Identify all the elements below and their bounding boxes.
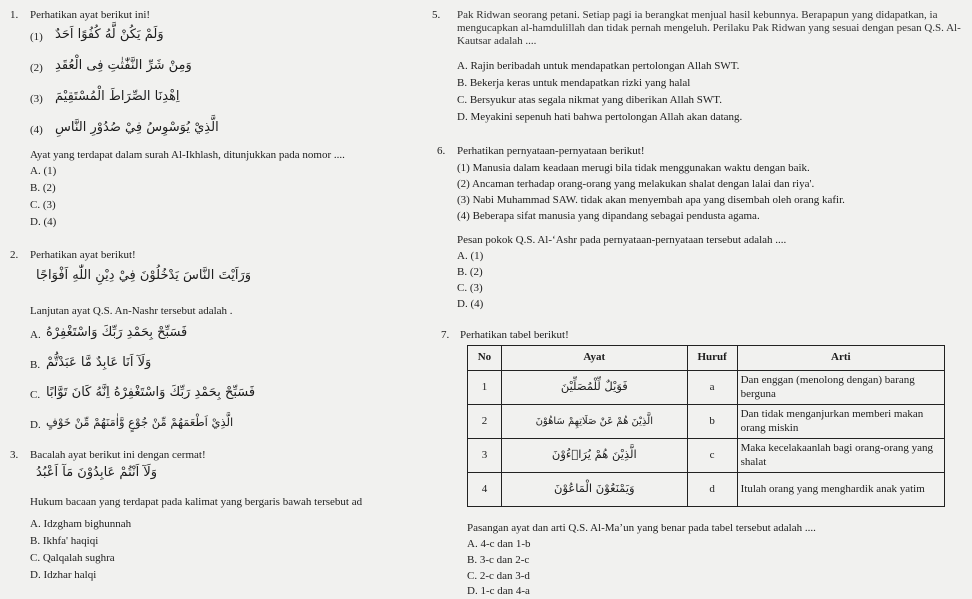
cell-huruf: a — [687, 371, 737, 405]
q3-question: Hukum bacaan yang terdapat pada kalimat yang bergaris bawah tersebut ad — [30, 496, 363, 508]
q2-option-a[interactable]: فَسَبِّحْ بِحَمْدِ رَبِّكَ وَاسْتَغْفِرْهُ — [46, 325, 188, 340]
header-arti: Arti — [737, 346, 944, 371]
q3-option-a[interactable]: A. Idzgham bighunnah — [30, 518, 132, 530]
q6-number: 6. — [437, 145, 446, 157]
q1-verse-4-arabic: الَّذِيْ يُوَسْوِسُ فِيْ صُدُوْرِ النَّاسِ — [55, 120, 219, 135]
q2-option-c[interactable]: فَسَبِّحْ بِحَمْدِ رَبِّكَ وَاسْتَغْفِرْهُ اِنَّهُ كَانَ تَوَّابًا — [46, 385, 256, 400]
q7-option-a[interactable]: A. 4-c dan 1-b — [467, 538, 531, 550]
q6-option-b[interactable]: B. (2) — [457, 266, 483, 278]
q1-option-c[interactable]: C. (3) — [30, 199, 56, 211]
q7-question: Pasangan ayat dan arti Q.S. Al-Ma’un yang benar pada tabel tersebut adalah .... — [467, 522, 816, 534]
q5-option-a[interactable]: A. Rajin beribadah untuk mendapatkan pertolongan Allah SWT. — [457, 60, 740, 72]
q3-prompt: Bacalah ayat berikut ini dengan cermat! — [30, 449, 206, 461]
cell-huruf: c — [687, 439, 737, 473]
q5-option-d[interactable]: D. Meyakini sepenuh hati bahwa pertolongan Allah akan datang. — [457, 111, 743, 123]
ayat-text: الَّذِيْنَ هُمْ يُرَاۤءُوْنَ — [551, 447, 637, 462]
cell-no: 3 — [468, 439, 502, 473]
q2-option-c-letter: C. — [30, 389, 41, 401]
cell-ayat — [501, 473, 687, 507]
table-row — [468, 405, 945, 439]
q6-statement-2: (2) Ancaman terhadap orang-orang yang melakukan shalat dengan lalai dan riya'. — [457, 178, 815, 190]
q2-prompt: Perhatikan ayat berikut! — [30, 249, 136, 261]
q1-question: Ayat yang terdapat dalam surah Al-Ikhlash, ditunjukkan pada nomor .... — [30, 149, 345, 161]
q5-option-c[interactable]: C. Bersyukur atas segala nikmat yang diberikan Allah SWT. — [457, 94, 722, 106]
q1-verse-2-arabic: وَمِنْ شَرِّ النَّفّٰثٰتِ فِى الْعُقَدِ — [55, 58, 192, 73]
cell-no: 1 — [468, 371, 502, 405]
q6-option-a[interactable]: A. (1) — [457, 250, 484, 262]
q1-number: 1. — [10, 9, 19, 21]
q3-verse: وَلَآ اَنْتُمْ عَابِدُوْنَ مَآ اَعْبُدُ — [36, 465, 158, 480]
q1-option-d[interactable]: D. (4) — [30, 216, 57, 228]
q6-option-d[interactable]: D. (4) — [457, 298, 484, 310]
q1-verse-4-num: (4) — [30, 124, 43, 136]
q1-option-a[interactable]: A. (1) — [30, 165, 57, 177]
cell-huruf: b — [687, 405, 737, 439]
q7-option-d[interactable]: D. 1-c dan 4-a — [467, 585, 530, 597]
header-huruf: Huruf — [687, 346, 737, 371]
q2-option-a-letter: A. — [30, 329, 41, 341]
q2-option-b-letter: B. — [30, 359, 41, 371]
cell-arti: Dan tidak menganjurkan memberi makan orang miskin — [737, 405, 944, 439]
q6-question: Pesan pokok Q.S. Al-‘Ashr pada pernyataan-pernyataan tersebut adalah .... — [457, 234, 787, 246]
q2-option-b[interactable]: وَلَآ اَنَا عَابِدٌ مَّا عَبَدْتُّمْ — [46, 355, 152, 370]
q7-option-c[interactable]: C. 2-c dan 3-d — [467, 570, 530, 582]
q2-question: Lanjutan ayat Q.S. An-Nashr tersebut adalah . — [30, 305, 233, 317]
q2-verse: وَرَاَيْتَ النَّاسَ يَدْخُلُوْنَ فِيْ دِيْنِ اللّٰهِ اَفْوَاجًا — [36, 268, 252, 283]
table-row — [468, 439, 945, 473]
cell-arti: Itulah orang yang menghardik anak yatim — [737, 473, 944, 507]
q2-option-d[interactable]: الَّذِيْ اَطْعَمَهُمْ مِّنْ جُوْعٍ وَّاٰمَنَهُمْ مِّنْ خَوْفٍ — [46, 415, 234, 429]
cell-no: 4 — [468, 473, 502, 507]
q6-statement-1: (1) Manusia dalam keadaan merugi bila tidak menggunakan waktu dengan baik. — [457, 162, 810, 174]
q6-prompt: Perhatikan pernyataan-pernyataan berikut! — [457, 145, 645, 157]
ayat-text: فَوَيْلٌ لِّلْمُصَلِّيْنَ — [560, 379, 628, 394]
cell-huruf: d — [687, 473, 737, 507]
q3-option-d[interactable]: D. Idzhar halqi — [30, 569, 97, 581]
q5-text: Pak Ridwan seorang petani. Setiap pagi ia berangkat menjual hasil kebunnya. Berapapun yang didapatkan, ia mengucapkan al-hamdulillah dan tidak pernah mengeluh. Perilaku Pak Ridwan yang sesuai dengan pesan Q.S. Al-Kautsar adalah .... — [457, 9, 961, 48]
cell-arti: Maka kecelakaanlah bagi orang-orang yang shalat — [737, 439, 944, 473]
q2-number: 2. — [10, 249, 19, 261]
q1-option-b[interactable]: B. (2) — [30, 182, 56, 194]
q6-statement-4: (4) Beberapa sifat manusia yang dipandang sebagai pendusta agama. — [457, 210, 760, 222]
q1-verse-1-num: (1) — [30, 31, 43, 43]
q7-number: 7. — [441, 329, 450, 341]
q5-number: 5. — [432, 9, 441, 21]
table-row — [468, 473, 945, 507]
q3-option-c[interactable]: C. Qalqalah sughra — [30, 552, 115, 564]
q6-option-c[interactable]: C. (3) — [457, 282, 483, 294]
table-header-row — [468, 346, 945, 371]
cell-ayat — [501, 439, 687, 473]
q1-verse-3-num: (3) — [30, 93, 43, 105]
q3-number: 3. — [10, 449, 19, 461]
q6-statement-3: (3) Nabi Muhammad SAW. tidak akan menyembah apa yang disembah oleh orang kafir. — [457, 194, 845, 206]
q3-option-b[interactable]: B. Ikhfa' haqiqi — [30, 535, 99, 547]
cell-ayat — [501, 405, 687, 439]
q7-prompt: Perhatikan tabel berikut! — [460, 329, 569, 341]
q1-verse-3-arabic: اِهْدِنَا الصِّرَاطَ الْمُسْتَقِيْمَ — [55, 89, 180, 104]
q1-verse-1-arabic: وَلَمْ يَكُنْ لَّهُ كُفُوًا اَحَدٌ — [55, 27, 164, 42]
header-no: No — [468, 346, 502, 371]
q1-prompt: Perhatikan ayat berikut ini! — [30, 9, 151, 21]
q7-option-b[interactable]: B. 3-c dan 2-c — [467, 554, 530, 566]
table-row — [468, 371, 945, 405]
q1-verse-2-num: (2) — [30, 62, 43, 74]
ayat-table — [467, 345, 945, 507]
q2-option-d-letter: D. — [30, 419, 41, 431]
ayat-text: الَّذِيْنَ هُمْ عَنْ صَلَاتِهِمْ سَاهُوْنَ — [535, 415, 653, 427]
ayat-text: وَيَمْنَعُوْنَ الْمَاعُوْنَ — [554, 481, 635, 496]
cell-ayat — [501, 371, 687, 405]
cell-no: 2 — [468, 405, 502, 439]
q5-option-b[interactable]: B. Bekerja keras untuk mendapatkan rizki yang halal — [457, 77, 691, 89]
cell-arti: Dan enggan (menolong dengan) barang berguna — [737, 371, 944, 405]
header-ayat: Ayat — [501, 346, 687, 371]
